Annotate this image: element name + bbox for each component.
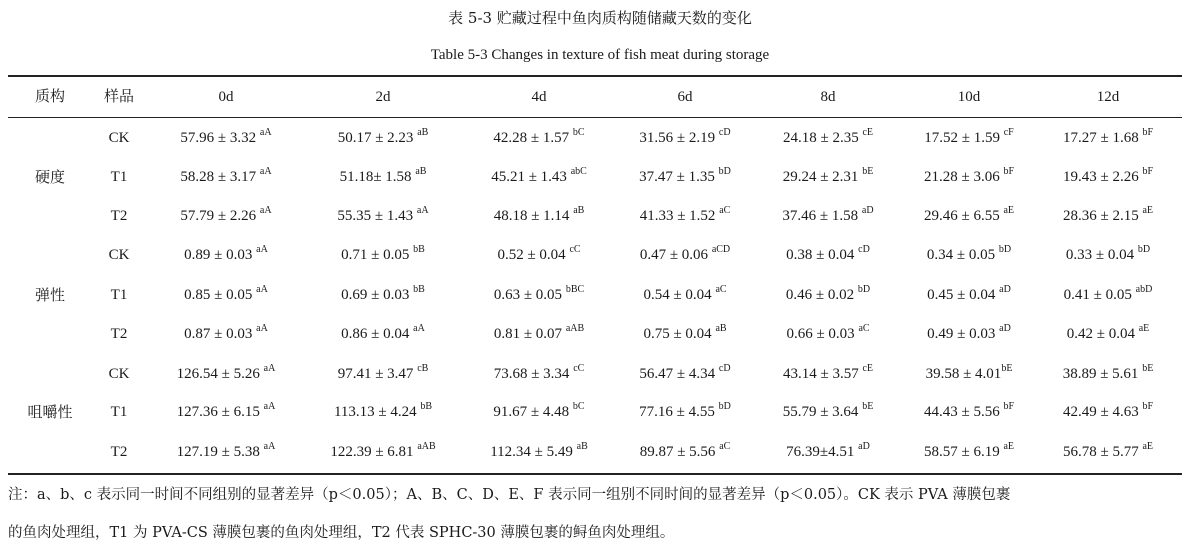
cell-value: 21.28 ± 3.06: [923, 169, 1004, 185]
table-cell: [308, 206, 458, 226]
significance-letters: cD: [718, 127, 731, 138]
cell-value: 73.68 ± 3.34: [493, 366, 574, 382]
cell-value: 112.34 ± 5.49: [490, 444, 577, 460]
sample-label: CK: [108, 130, 130, 146]
table-cell: [308, 285, 458, 305]
significance-letters: aC: [858, 323, 870, 334]
cell-value: 19.43 ± 2.26: [1062, 169, 1143, 185]
table-cell: [151, 442, 301, 462]
table-cell: [894, 128, 1044, 148]
table-cell: [1033, 442, 1183, 462]
cell-value: 58.28 ± 3.17: [180, 169, 260, 185]
texture-group-label: 硬度: [34, 168, 65, 186]
table-cell: [610, 402, 760, 422]
footnote-line-1: 注：a、b、c 表示同一时间不同组别的显著差异（p＜0.05）；A、B、C、D、E、F 表示同一组别不同时间的显著差异（p＜0.05）。CK 表示 PVA 薄膜包裹: [8, 487, 1011, 503]
cell-value: 57.96 ± 3.32: [180, 130, 260, 146]
significance-letters: aD: [999, 323, 1011, 334]
table-caption-english: Table 5-3 Changes in texture of fish meat during storage: [430, 47, 770, 63]
table-cell: [610, 364, 760, 384]
cell-value: 48.18 ± 1.14: [493, 208, 574, 224]
significance-letters: abD: [1135, 284, 1153, 295]
table-cell: [1033, 364, 1183, 384]
cell-value: 0.69 ± 0.03: [341, 287, 414, 303]
table-cell: [151, 285, 301, 305]
significance-letters: aE: [1003, 441, 1015, 452]
table-cell: [464, 364, 614, 384]
header-day-10: 10d: [957, 89, 981, 105]
cell-value: 38.89 ± 5.61: [1062, 366, 1143, 382]
cell-value: 122.39 ± 6.81: [330, 444, 418, 460]
header-day-12: 12d: [1096, 89, 1120, 105]
significance-letters: bE: [862, 166, 874, 177]
cell-value: 31.56 ± 2.19: [639, 130, 719, 146]
table-cell: [894, 167, 1044, 187]
table-cell: [1033, 245, 1183, 265]
significance-letters: aA: [259, 166, 272, 177]
cell-value: 17.52 ± 1.59: [924, 130, 1004, 146]
significance-letters: aB: [415, 166, 427, 177]
header-day-0: 0d: [218, 89, 234, 105]
table-cell: [753, 167, 903, 187]
significance-letters: cD: [718, 363, 731, 374]
cell-value: 37.46 ± 1.58: [782, 208, 862, 224]
cell-value: 0.71 ± 0.05: [341, 247, 414, 263]
cell-value: 55.79 ± 3.64: [782, 404, 863, 420]
cell-value: 42.28 ± 1.57: [493, 130, 573, 146]
significance-letters: aE: [1142, 441, 1154, 452]
table-cell: [894, 285, 1044, 305]
table-cell: [610, 206, 760, 226]
sample-label: T2: [110, 208, 128, 224]
table-cell: [753, 324, 903, 344]
cell-value: 24.18 ± 2.35: [782, 130, 863, 146]
significance-letters: aD: [861, 205, 874, 216]
cell-value: 0.81 ± 0.07: [493, 326, 566, 342]
significance-letters: aC: [715, 284, 727, 295]
cell-value: 0.66 ± 0.03: [786, 326, 859, 342]
cell-value: 0.38 ± 0.04: [786, 247, 859, 263]
significance-letters: aA: [259, 205, 272, 216]
table-cell: [753, 245, 903, 265]
cell-value: 44.43 ± 5.56: [923, 404, 1004, 420]
cell-value: 127.19 ± 5.38: [176, 444, 264, 460]
cell-value: 37.47 ± 1.35: [639, 169, 719, 185]
table-cell: [308, 442, 458, 462]
table-cell: [308, 128, 458, 148]
table-cell: [753, 128, 903, 148]
table-cell: [894, 324, 1044, 344]
significance-letters: cB: [417, 363, 429, 374]
sample-label: T1: [110, 169, 128, 185]
cell-value: 55.35 ± 1.43: [337, 208, 417, 224]
cell-value: 0.87 ± 0.03: [184, 326, 257, 342]
header-sample: 样品: [103, 89, 134, 105]
table-cell: [753, 442, 903, 462]
header-texture: 质构: [34, 89, 65, 105]
significance-letters: cE: [862, 363, 874, 374]
significance-letters: bF: [1003, 401, 1015, 412]
significance-letters: bE: [1142, 363, 1154, 374]
significance-letters: aE: [1138, 323, 1150, 334]
significance-letters: bB: [420, 401, 433, 412]
significance-letters: aA: [256, 284, 268, 295]
header-day-2: 2d: [375, 89, 391, 105]
significance-letters: bF: [1142, 401, 1154, 412]
cell-value: 126.54 ± 5.26: [176, 366, 264, 382]
cell-value: 89.87 ± 5.56: [639, 444, 720, 460]
significance-letters: aB: [573, 205, 585, 216]
table-cell: [894, 364, 1044, 384]
significance-letters: aAB: [565, 323, 585, 334]
table-cell: [610, 128, 760, 148]
table-cell: [894, 245, 1044, 265]
cell-value: 0.85 ± 0.05: [184, 287, 257, 303]
cell-value: 0.49 ± 0.03: [927, 326, 1000, 342]
significance-letters: aB: [715, 323, 727, 334]
header-day-8: 8d: [820, 89, 836, 105]
significance-letters: bD: [718, 401, 731, 412]
table-cell: [464, 245, 614, 265]
significance-letters: aA: [259, 127, 272, 138]
table-cell: [464, 167, 614, 187]
table-cell: [1033, 167, 1183, 187]
cell-value: 0.41 ± 0.05: [1063, 287, 1136, 303]
header-day-6: 6d: [677, 89, 693, 105]
table-cell: [308, 364, 458, 384]
significance-letters: bD: [1137, 244, 1151, 255]
cell-value: 43.14 ± 3.57: [782, 366, 863, 382]
cell-value: 29.46 ± 6.55: [923, 208, 1004, 224]
table-top-rule: [8, 75, 1182, 77]
significance-letters: aC: [719, 205, 731, 216]
significance-letters: aAB: [417, 441, 436, 452]
sample-label: T1: [110, 287, 128, 303]
significance-letters: bB: [413, 284, 425, 295]
table-cell: [464, 442, 614, 462]
table-cell: [610, 167, 760, 187]
table-cell: [753, 285, 903, 305]
table-cell: [464, 285, 614, 305]
significance-letters: aC: [719, 441, 731, 452]
cell-value: 0.52 ± 0.04: [497, 247, 570, 263]
significance-letters: aD: [999, 284, 1011, 295]
significance-letters: aA: [413, 323, 425, 334]
table-cell: [151, 324, 301, 344]
table-cell: [610, 285, 760, 305]
table-cell: [464, 324, 614, 344]
header-day-4: 4d: [531, 89, 547, 105]
cell-value: 56.78 ± 5.77: [1062, 444, 1143, 460]
significance-letters: cF: [1003, 127, 1014, 138]
table-cell: [308, 402, 458, 422]
cell-value: 0.86 ± 0.04: [341, 326, 414, 342]
significance-letters: bF: [1142, 166, 1154, 177]
table-cell: [308, 245, 458, 265]
cell-value: 113.13 ± 4.24: [333, 404, 421, 420]
significance-letters: aD: [858, 441, 870, 452]
cell-value: 42.49 ± 4.63: [1062, 404, 1143, 420]
table-cell: [151, 128, 301, 148]
cell-value: 0.75 ± 0.04: [643, 326, 716, 342]
table-cell: [894, 402, 1044, 422]
cell-value: 0.45 ± 0.04: [927, 287, 1000, 303]
table-cell: [894, 442, 1044, 462]
significance-letters: bD: [998, 244, 1012, 255]
table-cell: [151, 167, 301, 187]
significance-letters: bD: [857, 284, 871, 295]
table-cell: [753, 402, 903, 422]
table-cell: [464, 402, 614, 422]
significance-letters: bBC: [565, 284, 585, 295]
significance-letters: cC: [573, 363, 585, 374]
sample-label: CK: [108, 366, 130, 382]
table-cell: [894, 206, 1044, 226]
significance-letters: cD: [858, 244, 870, 255]
cell-value: 76.39±4.51: [786, 444, 859, 460]
table-cell: [464, 128, 614, 148]
significance-letters: aA: [263, 441, 276, 452]
table-cell: [308, 167, 458, 187]
cell-value: 0.54 ± 0.04: [643, 287, 716, 303]
table-cell: [151, 364, 301, 384]
significance-letters: aA: [263, 363, 276, 374]
table-bottom-rule: [8, 473, 1182, 475]
table-cell: [464, 206, 614, 226]
significance-letters: cC: [569, 244, 581, 255]
cell-value: 127.36 ± 6.15: [176, 404, 264, 420]
table-cell: [1033, 206, 1183, 226]
significance-letters: bF: [1142, 127, 1154, 138]
table-cell: [1033, 402, 1183, 422]
cell-value: 58.57 ± 6.19: [923, 444, 1004, 460]
cell-value: 50.17 ± 2.23: [337, 130, 418, 146]
cell-value: 97.41 ± 3.47: [337, 366, 418, 382]
significance-letters: aB: [576, 441, 588, 452]
significance-letters: bE: [1001, 363, 1013, 374]
table-cell: [151, 206, 301, 226]
table-caption-chinese: 表 5-3 贮藏过程中鱼肉质构随储藏天数的变化: [448, 9, 752, 27]
table-cell: [1033, 285, 1183, 305]
cell-value: 17.27 ± 1.68: [1062, 130, 1143, 146]
cell-value: 29.24 ± 2.31: [782, 169, 863, 185]
cell-value: 57.79 ± 2.26: [180, 208, 260, 224]
table-cell: [151, 402, 301, 422]
table-cell: [1033, 324, 1183, 344]
significance-letters: bC: [572, 127, 585, 138]
table-cell: [308, 324, 458, 344]
table-cell: [610, 245, 760, 265]
sample-label: T1: [110, 404, 128, 420]
texture-group-label: 弹性: [34, 286, 65, 304]
cell-value: 51.18± 1.58: [339, 169, 416, 185]
significance-letters: bF: [1003, 166, 1015, 177]
cell-value: 28.36 ± 2.15: [1062, 208, 1143, 224]
significance-letters: aA: [416, 205, 429, 216]
significance-letters: aB: [417, 127, 429, 138]
cell-value: 0.47 ± 0.06: [639, 247, 712, 263]
significance-letters: aA: [256, 323, 268, 334]
cell-value: 91.67 ± 4.48: [493, 404, 573, 420]
significance-letters: aE: [1003, 205, 1015, 216]
table-cell: [610, 442, 760, 462]
cell-value: 39.58 ± 4.01: [925, 366, 1002, 382]
cell-value: 77.16 ± 4.55: [639, 404, 719, 420]
cell-value: 0.34 ± 0.05: [926, 247, 999, 263]
cell-value: 45.21 ± 1.43: [491, 169, 571, 185]
texture-group-label: 咀嚼性: [27, 403, 73, 421]
table-cell: [610, 324, 760, 344]
cell-value: 0.42 ± 0.04: [1066, 326, 1139, 342]
sample-label: T2: [110, 326, 128, 342]
cell-value: 56.47 ± 4.34: [639, 366, 719, 382]
significance-letters: aA: [256, 244, 268, 255]
sample-label: CK: [108, 247, 130, 263]
significance-letters: bE: [862, 401, 874, 412]
table-header-rule: [8, 117, 1182, 118]
significance-letters: aCD: [711, 244, 731, 255]
significance-letters: bD: [718, 166, 731, 177]
cell-value: 0.46 ± 0.02: [785, 287, 858, 303]
significance-letters: bB: [413, 244, 425, 255]
cell-value: 0.89 ± 0.03: [184, 247, 257, 263]
footnote-line-2: 的鱼肉处理组，T1 为 PVA-CS 薄膜包裹的鱼肉处理组，T2 代表 SPHC-30 薄膜包裹的鲟鱼肉处理组。: [8, 525, 675, 541]
cell-value: 0.63 ± 0.05: [493, 287, 566, 303]
cell-value: 0.33 ± 0.04: [1065, 247, 1138, 263]
sample-label: T2: [110, 444, 128, 460]
table-cell: [151, 245, 301, 265]
significance-letters: cE: [862, 127, 874, 138]
table-cell: [753, 364, 903, 384]
table-cell: [1033, 128, 1183, 148]
significance-letters: bC: [572, 401, 585, 412]
cell-value: 41.33 ± 1.52: [639, 208, 720, 224]
significance-letters: aA: [263, 401, 276, 412]
significance-letters: abC: [570, 166, 587, 177]
table-cell: [753, 206, 903, 226]
significance-letters: aE: [1142, 205, 1154, 216]
